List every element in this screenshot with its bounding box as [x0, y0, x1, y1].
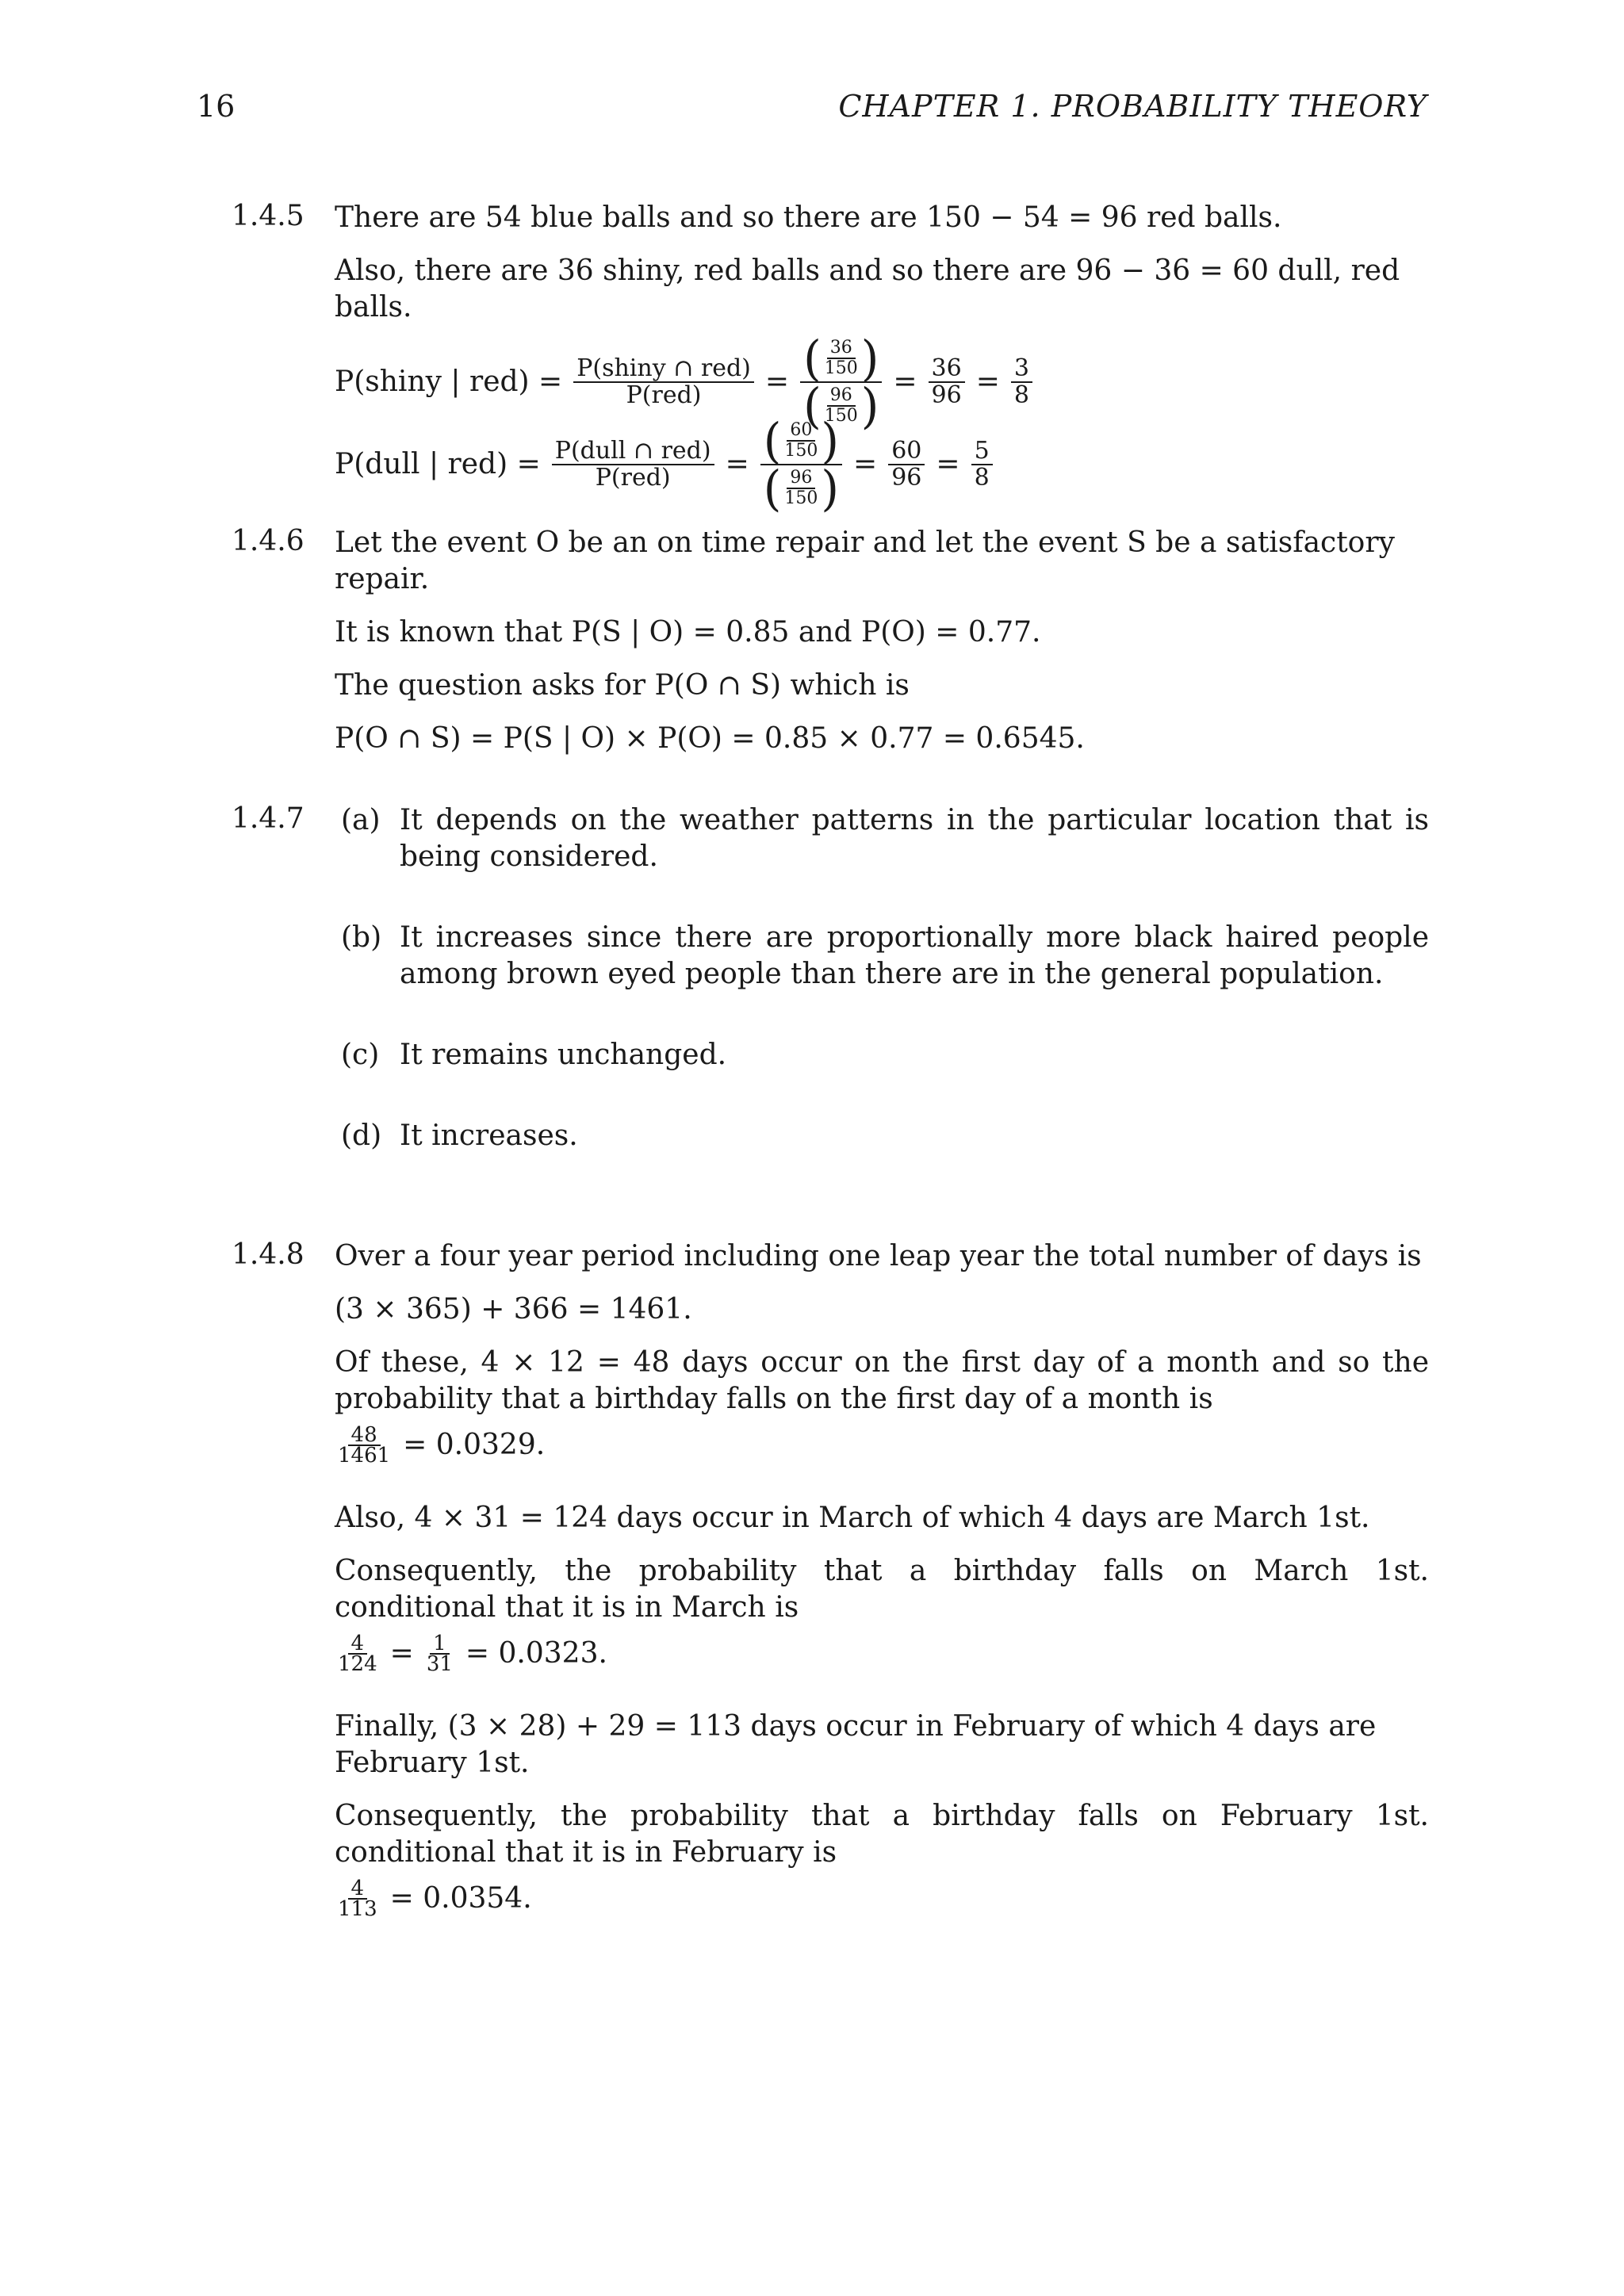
equation-line: (3 × 365) + 366 = 1461.	[335, 1293, 692, 1326]
nested-fraction: ( $\frac{60}{150}$ ) ( $\frac{96}{150}$ )	[760, 418, 842, 511]
problem-number: 1.4.7	[232, 802, 304, 835]
list-item	[335, 1037, 1429, 1073]
problem-body	[335, 802, 1429, 1199]
fraction: $\frac{4}{113}$	[338, 1877, 377, 1921]
fraction: $\frac{60}{96}$	[888, 438, 925, 491]
equals-sign: =	[725, 448, 749, 480]
result-value: = 0.0354.	[389, 1882, 532, 1915]
result-line	[335, 1634, 1429, 1674]
fraction: $\frac{36}{96}$	[929, 356, 965, 408]
text-line: Consequently, the probability that a birthday falls on March 1st. conditional that it is in March is	[335, 1555, 1429, 1624]
item-label: (a)	[341, 804, 381, 836]
fraction: $\frac{3}{8}$	[1011, 356, 1032, 408]
text-line: Let the event O be an on time repair and let the event S be a satisfactory repair.	[335, 526, 1395, 595]
text-line: There are 54 blue balls and so there are 150 − 54 = 96 red balls.	[335, 201, 1282, 234]
problem-number: 1.4.5	[232, 200, 304, 232]
equals-sign: =	[853, 448, 878, 480]
fraction: $\frac{\text{P(shiny ∩ red)}}{\text{P(red)}}$	[573, 356, 754, 408]
equals-sign: =	[764, 365, 790, 398]
equation-lhs: P(dull | red) =	[335, 448, 541, 480]
item-label: (d)	[341, 1119, 382, 1152]
text-line: It is known that P(S | O) = 0.85 and P(O) = 0.77.	[335, 616, 1041, 649]
text-line: Finally, (3 × 28) + 29 = 113 days occur in February of which 4 days are February 1st.	[335, 1710, 1377, 1779]
problem-body	[335, 200, 1429, 517]
result-line	[335, 1879, 1429, 1919]
result-value: = 0.0323.	[465, 1637, 607, 1670]
result-value: = 0.0329.	[403, 1429, 546, 1461]
problem-body	[335, 1238, 1429, 1919]
list-item	[335, 1118, 1429, 1154]
item-label: (c)	[341, 1039, 380, 1071]
text-line: Over a four year period including one leap year the total number of days is	[335, 1240, 1422, 1272]
list-item	[335, 802, 1429, 875]
problem-body	[335, 525, 1429, 774]
nested-fraction: ( $\frac{36}{150}$ ) ( $\frac{96}{150}$ )	[800, 335, 882, 429]
fraction: $\frac{5}{8}$	[971, 438, 993, 491]
result-line	[335, 1423, 1429, 1468]
item-text: It remains unchanged.	[400, 1039, 727, 1071]
page-number: 16	[197, 89, 236, 124]
item-text: It increases.	[400, 1119, 578, 1152]
equals-sign: =	[975, 365, 1000, 398]
problem-number: 1.4.6	[232, 525, 304, 557]
fraction: $\frac{1}{31}$	[426, 1632, 453, 1676]
equals-sign: =	[389, 1637, 414, 1670]
text-line: Consequently, the probability that a birthday falls on February 1st. conditional that it is in February is	[335, 1800, 1429, 1869]
fraction: $\frac{4}{124}$	[338, 1632, 377, 1676]
item-text: It increases since there are proportionally more black haired people among brown eyed people than there are in the general population.	[400, 921, 1429, 990]
list-item	[335, 920, 1429, 993]
equation-dull-given-red	[335, 412, 1429, 517]
problem-number: 1.4.8	[232, 1238, 304, 1271]
running-head: CHAPTER 1. PROBABILITY THEORY	[838, 89, 1427, 124]
equals-sign: =	[936, 448, 960, 480]
item-text: It depends on the weather patterns in the particular location that is being considered.	[400, 804, 1429, 873]
item-label: (b)	[341, 921, 382, 954]
text-line: Also, there are 36 shiny, red balls and so there are 96 − 36 = 60 dull, red balls.	[335, 254, 1400, 323]
equation-lhs: P(shiny | red) =	[335, 365, 563, 398]
equation-line: P(O ∩ S) = P(S | O) × P(O) = 0.85 × 0.77 = 0.6545.	[335, 722, 1085, 755]
text-line: Of these, 4 × 12 = 48 days occur on the first day of a month and so the probability that a birthday falls on the first day of a month is	[335, 1346, 1429, 1415]
fraction: $\frac{\text{P(dull ∩ red)}}{\text{P(red)}}$	[552, 438, 714, 491]
text-line: The question asks for P(O ∩ S) which is	[335, 669, 910, 702]
equals-sign: =	[893, 365, 917, 398]
fraction: $\frac{48}{1461}$	[338, 1423, 391, 1468]
equation-shiny-given-red	[335, 330, 1429, 434]
text-line: Also, 4 × 31 = 124 days occur in March of which 4 days are March 1st.	[335, 1502, 1370, 1534]
